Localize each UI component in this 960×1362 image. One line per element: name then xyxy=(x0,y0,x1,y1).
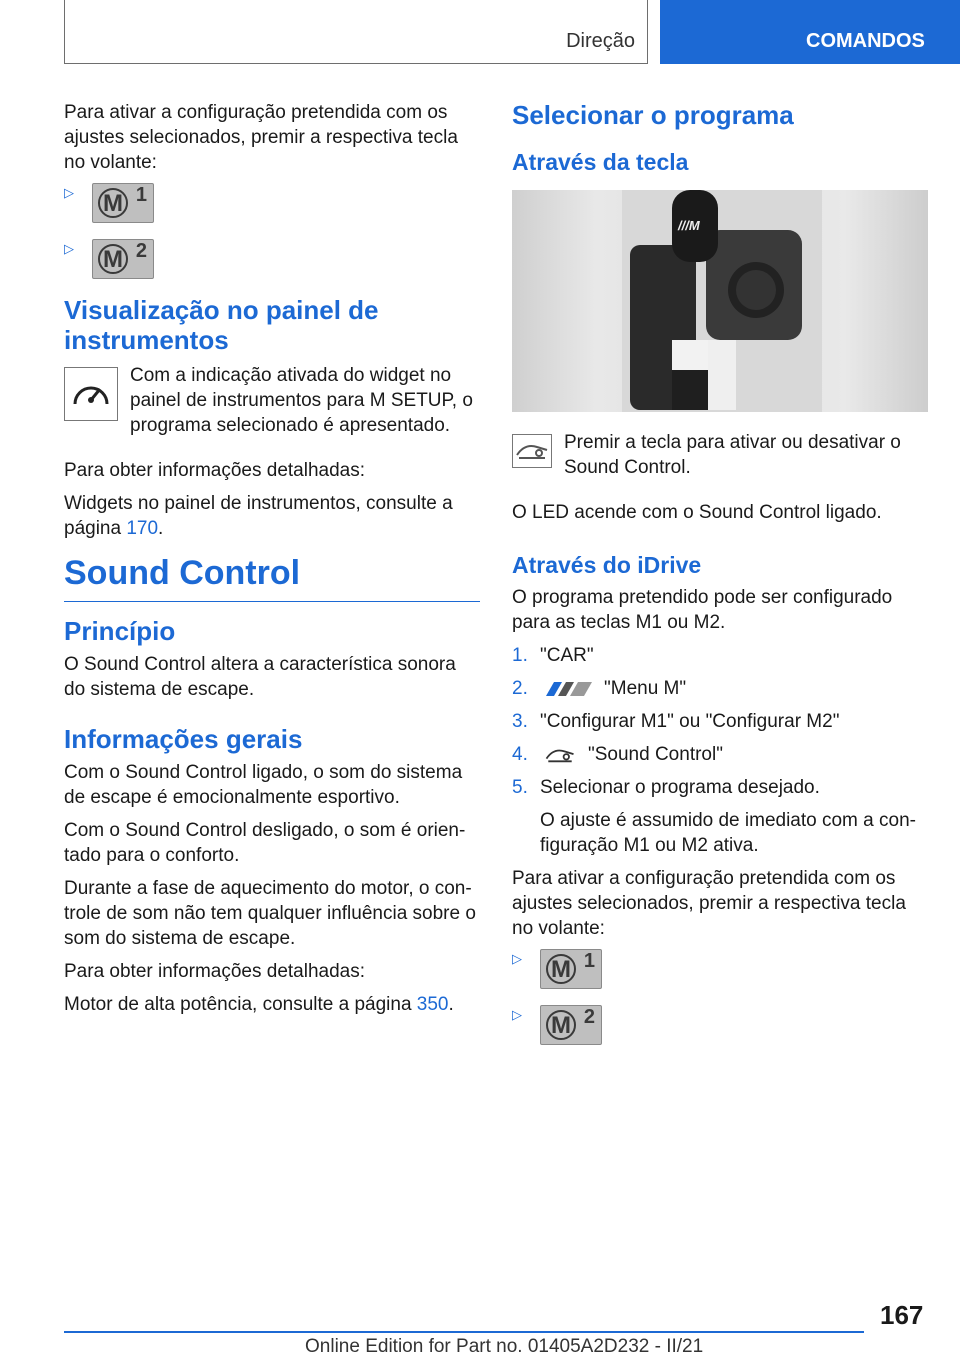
gauge-icon xyxy=(64,367,118,421)
left-column xyxy=(64,100,480,1025)
list-item: 4. "Sound Control" xyxy=(512,744,723,765)
gerais-p1: Com o Sound Control ligado, o som do sistema de escape é emocionalmente esportivo. xyxy=(64,762,463,808)
principio-title: Princípio xyxy=(64,616,176,646)
list-item: 3. "Configurar M1" ou "Configurar M2" xyxy=(512,711,840,732)
gerais-p3: Durante a fase de aquecimento do motor, o controle de som não tem qualquer influência sobre o som do sistema de escape. xyxy=(64,878,476,949)
left-intro: Para ativar a configuração pretendida com os ajustes selecionados, premir a respectiva tecla no volante: xyxy=(64,102,458,173)
led-text: O LED acende com o Sound Control ligado. xyxy=(512,502,882,523)
visual-title: Visualização no painel de instrumentos xyxy=(64,295,379,355)
m1-button-icon: M 1 xyxy=(540,949,602,989)
visual-text: Com a indicação ativada do widget no painel de instrumentos para M SETUP, o programa selecionado é apresentado. xyxy=(130,365,473,436)
info-gerais-title: Informações gerais xyxy=(64,724,303,754)
step5-sub: O ajuste é assumido de imediato com a configuração M1 ou M2 ativa. xyxy=(540,810,916,856)
right-column xyxy=(512,100,928,1061)
widgets-ref: Widgets no painel de instrumentos, consulte a página 170. xyxy=(64,493,453,539)
list-item: 5. Selecionar o programa desejado. xyxy=(512,777,820,798)
sound-control-icon xyxy=(540,746,580,764)
header-chapter-tab xyxy=(660,0,960,64)
m2-button-icon: M 2 xyxy=(92,239,154,279)
header-section-title: Direção xyxy=(566,30,635,52)
footer-edition: Online Edition for Part no. 01405A2D232 - II/21 xyxy=(305,1336,704,1357)
bullet-m1 xyxy=(512,949,928,989)
selecionar-title: Selecionar o programa xyxy=(512,100,794,130)
bullet-m2 xyxy=(64,239,480,279)
principio-text: O Sound Control altera a característica sonora do sistema de escape. xyxy=(64,654,456,700)
tecla-note xyxy=(512,430,928,488)
list-item: 1. "CAR" xyxy=(512,645,594,666)
right-outro: Para ativar a configuração pretendida com os ajustes selecionados, premir a respectiva tecla no volante: xyxy=(512,868,906,939)
bullet-triangle-icon: ▷ xyxy=(512,1007,522,1022)
center-console-photo xyxy=(512,190,928,412)
motor-page-link[interactable]: 350 xyxy=(416,994,449,1015)
sound-control-icon xyxy=(512,434,552,468)
header-chapter-title: COMANDOS xyxy=(806,30,925,52)
motor-ref: Motor de alta potência, consulte a página 350. xyxy=(64,994,454,1015)
svg-text:///M: ///M xyxy=(678,218,700,233)
gerais-p2: Com o Sound Control desligado, o som é orientado para o conforto. xyxy=(64,820,466,866)
bullet-m1 xyxy=(64,183,480,223)
tecla-text: Premir a tecla para ativar ou desativar o Sound Control. xyxy=(564,432,901,478)
bullet-m2 xyxy=(512,1005,928,1045)
footer-divider xyxy=(64,1331,864,1333)
page-number: 167 xyxy=(880,1300,924,1330)
list-item: 2. "Menu M" xyxy=(512,678,687,699)
bullet-triangle-icon: ▷ xyxy=(64,241,74,256)
m-stripes-icon xyxy=(540,680,596,698)
tecla-title: Através da tecla xyxy=(512,149,689,175)
header-section-box xyxy=(64,0,648,64)
widgets-page-link[interactable]: 170 xyxy=(126,518,159,539)
info-detail-2: Para obter informações detalhadas: xyxy=(64,961,366,982)
m1-button-icon: M 1 xyxy=(92,183,154,223)
m2-button-icon: M 2 xyxy=(540,1005,602,1045)
bullet-triangle-icon: ▷ xyxy=(512,951,522,966)
idrive-title: Através do iDrive xyxy=(512,552,702,578)
info-detail-1: Para obter informações detalhadas: xyxy=(64,460,366,481)
visual-note xyxy=(64,363,480,446)
idrive-steps xyxy=(512,643,928,800)
sound-control-title: Sound Control xyxy=(64,553,480,602)
bullet-triangle-icon: ▷ xyxy=(64,185,74,200)
idrive-text: O programa pretendido pode ser configurado para as teclas M1 ou M2. xyxy=(512,587,893,633)
